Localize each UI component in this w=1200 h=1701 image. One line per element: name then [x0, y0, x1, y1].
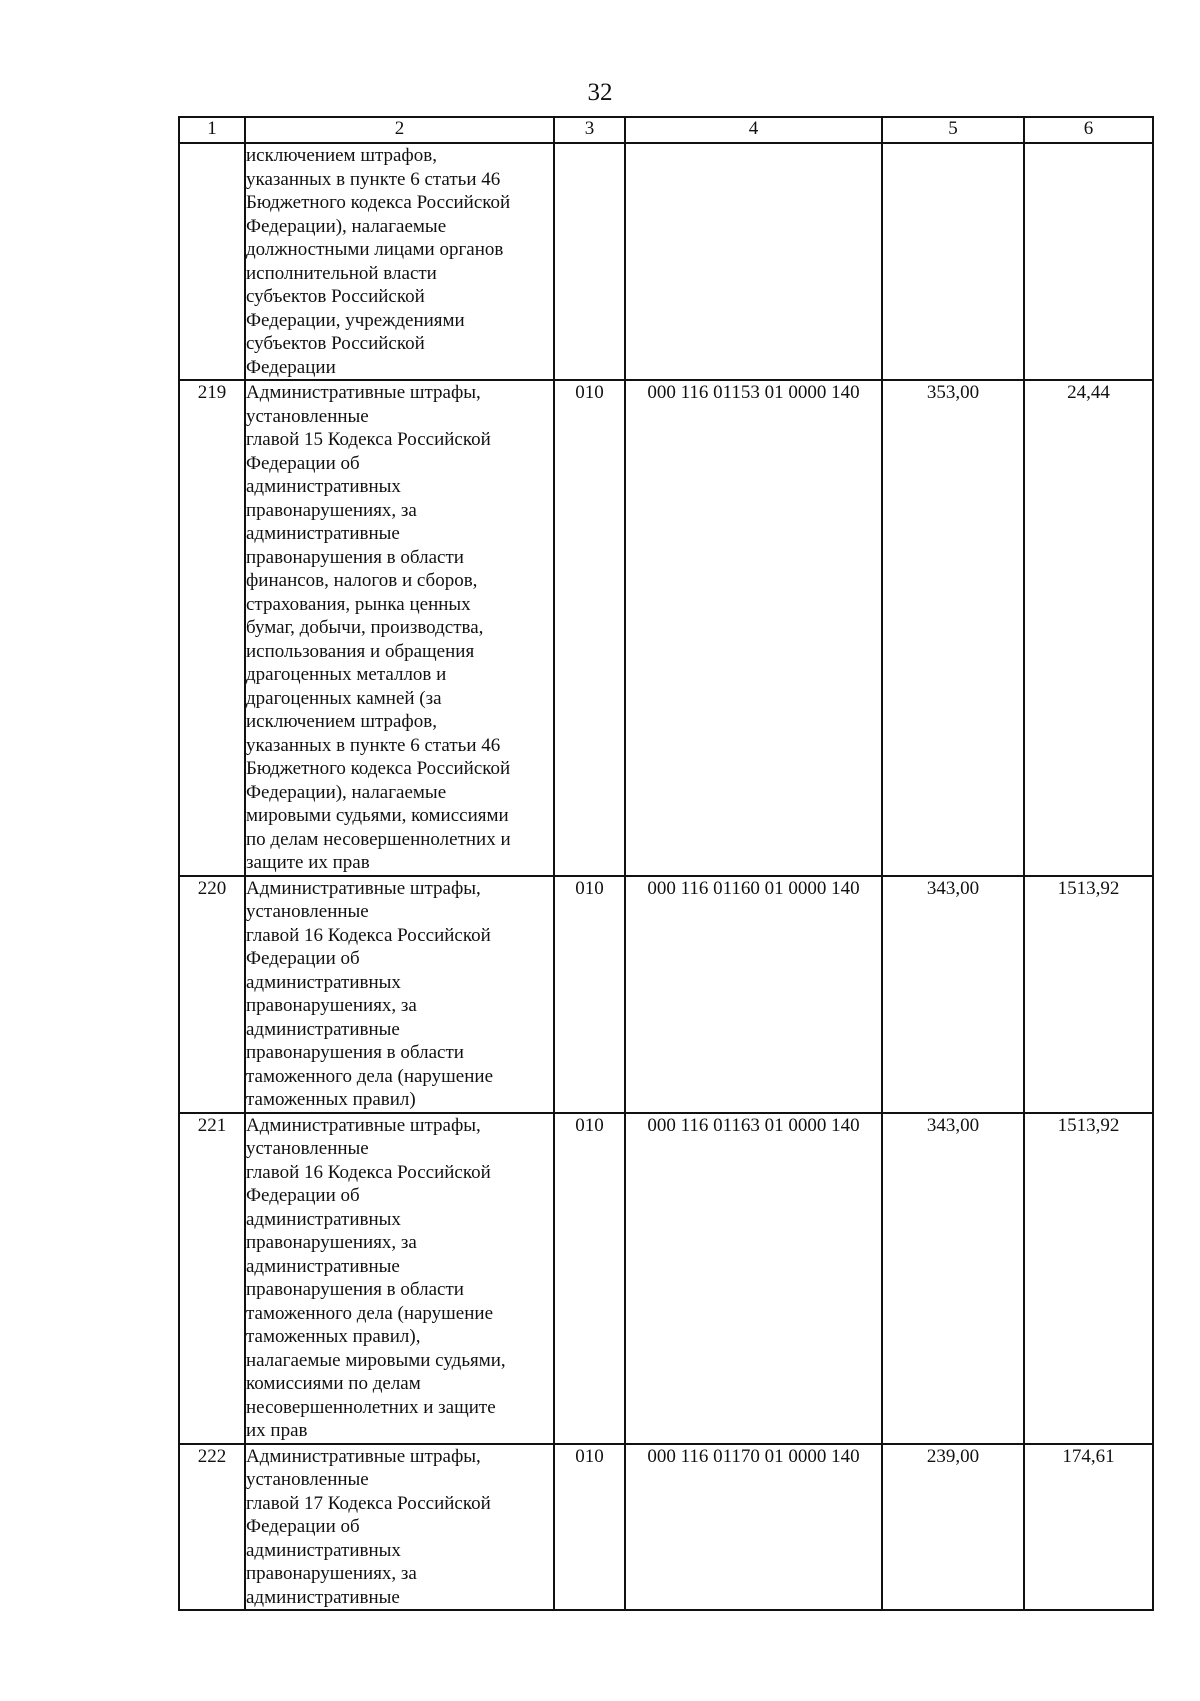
column-header-2: 2 — [245, 117, 554, 143]
row-value-6: 1513,92 — [1024, 876, 1153, 1113]
row-budget-code: 000 116 01160 01 0000 140 — [625, 876, 882, 1113]
row-number: 221 — [179, 1113, 245, 1444]
row-value-5: 343,00 — [882, 876, 1024, 1113]
row-number: 222 — [179, 1444, 245, 1611]
row-description: Административные штрафы, установленные главой 17 Кодекса Российской Федерации об административных правонарушениях, за административные — [245, 1444, 554, 1611]
row-description: исключением штрафов, указанных в пункте 6 статьи 46 Бюджетного кодекса Российской Федерации), налагаемые должностными лицами органов исполнительной власти субъектов Российской Федерации, учреждениями субъектов Российской Федерации — [245, 143, 554, 380]
row-value-5: 353,00 — [882, 380, 1024, 876]
row-value-5 — [882, 143, 1024, 380]
table-row — [179, 143, 1153, 380]
row-description: Административные штрафы, установленные главой 16 Кодекса Российской Федерации об административных правонарушениях, за административные правонарушения в области таможенного дела (нарушение таможенных правил) — [245, 876, 554, 1113]
row-admin-code: 010 — [554, 1113, 625, 1444]
page-number: 32 — [587, 79, 613, 106]
row-budget-code: 000 116 01170 01 0000 140 — [625, 1444, 882, 1611]
row-number: 219 — [179, 380, 245, 876]
table-row — [179, 876, 1153, 1113]
row-admin-code: 010 — [554, 1444, 625, 1611]
row-value-5: 239,00 — [882, 1444, 1024, 1611]
row-value-6: 24,44 — [1024, 380, 1153, 876]
column-header-6: 6 — [1024, 117, 1153, 143]
row-description: Административные штрафы, установленные главой 15 Кодекса Российской Федерации об административных правонарушениях, за административные правонарушения в области финансов, налогов и сборов, страхования, рынка ценных бумаг, добычи, производства, использования и обращения драгоценных металлов и драгоценных камней (за исключением штрафов, указанных в пункте 6 статьи 46 Бюджетного кодекса Российской Федерации), налагаемые мировыми судьями, комиссиями по делам несовершеннолетних и защите их прав — [245, 380, 554, 876]
row-admin-code — [554, 143, 625, 380]
table-header-row — [179, 117, 1153, 143]
row-description: Административные штрафы, установленные главой 16 Кодекса Российской Федерации об административных правонарушениях, за административные правонарушения в области таможенного дела (нарушение таможенных правил), налагаемые мировыми судьями, комиссиями по делам несовершеннолетних и защите их прав — [245, 1113, 554, 1444]
column-header-1: 1 — [179, 117, 245, 143]
table-row — [179, 380, 1153, 876]
row-value-6 — [1024, 143, 1153, 380]
row-admin-code: 010 — [554, 380, 625, 876]
row-budget-code — [625, 143, 882, 380]
row-number — [179, 143, 245, 380]
row-budget-code: 000 116 01163 01 0000 140 — [625, 1113, 882, 1444]
row-value-5: 343,00 — [882, 1113, 1024, 1444]
column-header-4: 4 — [625, 117, 882, 143]
row-number: 220 — [179, 876, 245, 1113]
row-budget-code: 000 116 01153 01 0000 140 — [625, 380, 882, 876]
row-value-6: 174,61 — [1024, 1444, 1153, 1611]
table-row — [179, 1113, 1153, 1444]
table-row — [179, 1444, 1153, 1611]
budget-revenue-table — [178, 116, 1154, 1611]
row-value-6: 1513,92 — [1024, 1113, 1153, 1444]
column-header-3: 3 — [554, 117, 625, 143]
row-admin-code: 010 — [554, 876, 625, 1113]
column-header-5: 5 — [882, 117, 1024, 143]
